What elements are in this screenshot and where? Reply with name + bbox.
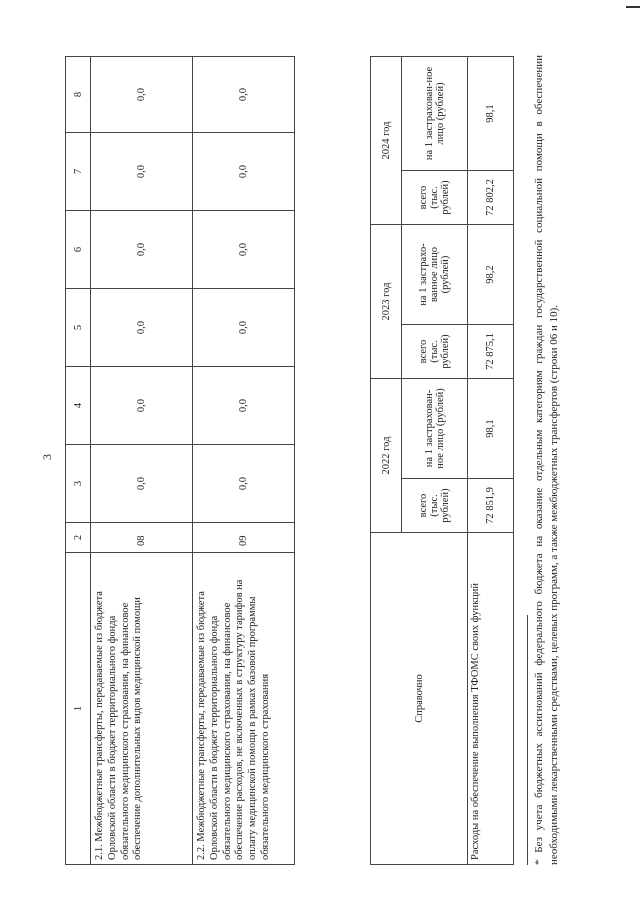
cell-value: 0,0 bbox=[91, 445, 193, 523]
transfers-table bbox=[65, 56, 295, 865]
year-header: 2024 год bbox=[371, 57, 402, 225]
year-header-row bbox=[371, 57, 402, 865]
cell-value: 0,0 bbox=[193, 367, 295, 445]
cell-value: 0,0 bbox=[91, 57, 193, 133]
total-header: всего (тыс. рублей) bbox=[402, 479, 468, 533]
per-insured-header: на 1 застрахован-ное лицо (рублей) bbox=[402, 57, 468, 171]
reference-table bbox=[370, 56, 514, 865]
row-label: Расходы на обеспечение выполнения ТФОМС своих функций bbox=[468, 533, 514, 865]
row-code: 09 bbox=[193, 523, 295, 553]
cell-value: 0,0 bbox=[91, 211, 193, 289]
row-code: 08 bbox=[91, 523, 193, 553]
cell-value: 98,2 bbox=[468, 225, 514, 325]
scan-edge-mark bbox=[626, 6, 640, 8]
column-number: 3 bbox=[66, 445, 91, 523]
cell-value: 0,0 bbox=[91, 367, 193, 445]
cell-value: 72 851,9 bbox=[468, 479, 514, 533]
cell-value: 98,1 bbox=[468, 379, 514, 479]
table-row bbox=[91, 57, 193, 865]
column-number: 1 bbox=[66, 553, 91, 865]
cell-value: 98,1 bbox=[468, 57, 514, 171]
cell-value: 0,0 bbox=[91, 133, 193, 211]
year-header: 2023 год bbox=[371, 225, 402, 379]
cell-value: 72 875,1 bbox=[468, 325, 514, 379]
total-header: всего (тыс. рублей) bbox=[402, 171, 468, 225]
cell-value: 0,0 bbox=[193, 133, 295, 211]
column-number-row bbox=[66, 57, 91, 865]
column-number: 8 bbox=[66, 57, 91, 133]
row-description: 2.2. Межбюджетные трансферты, передаваемые из бюджета Орловской области в бюджет территориального фонда обязательного медицинского страхования, на финансовое обеспечение расходов, не включенных в структуру тарифов на оплату медицинской помощи в рамках базовой программы обязательного медицинского страхования bbox=[193, 553, 295, 865]
column-number: 6 bbox=[66, 211, 91, 289]
total-header: всего (тыс. рублей) bbox=[402, 325, 468, 379]
row-description: 2.1. Межбюджетные трансферты, передаваемые из бюджета Орловской области в бюджет территориального фонда обязательного медицинского страхования, на финансовое обеспечение дополнительных видов медицинской помощи bbox=[91, 553, 193, 865]
table-row bbox=[193, 57, 295, 865]
table-row bbox=[468, 57, 514, 865]
cell-value: 0,0 bbox=[91, 289, 193, 367]
year-header: 2022 год bbox=[371, 379, 402, 533]
page-number: 3 bbox=[40, 454, 54, 460]
reference-label: Справочно bbox=[371, 533, 468, 865]
cell-value: 0,0 bbox=[193, 289, 295, 367]
cell-value: 72 802,2 bbox=[468, 171, 514, 225]
per-insured-header: на 1 застрахован-ное лицо (рублей) bbox=[402, 379, 468, 479]
cell-value: 0,0 bbox=[193, 445, 295, 523]
per-insured-header: на 1 застрахо-ванное лицо (рублей) bbox=[402, 225, 468, 325]
footnote: * Без учета бюджетных ассигнований федерального бюджета на оказание отдельным категориям граждан государственной социальной помощи в обеспечении необходимыми лекарственными средствами, целевых программ, а также межбюджетных трансфертов (строки 06 и 10). bbox=[533, 55, 560, 865]
column-number: 7 bbox=[66, 133, 91, 211]
column-number: 5 bbox=[66, 289, 91, 367]
column-number: 2 bbox=[66, 523, 91, 553]
column-number: 4 bbox=[66, 367, 91, 445]
cell-value: 0,0 bbox=[193, 211, 295, 289]
cell-value: 0,0 bbox=[193, 57, 295, 133]
footnote-divider bbox=[527, 615, 528, 865]
